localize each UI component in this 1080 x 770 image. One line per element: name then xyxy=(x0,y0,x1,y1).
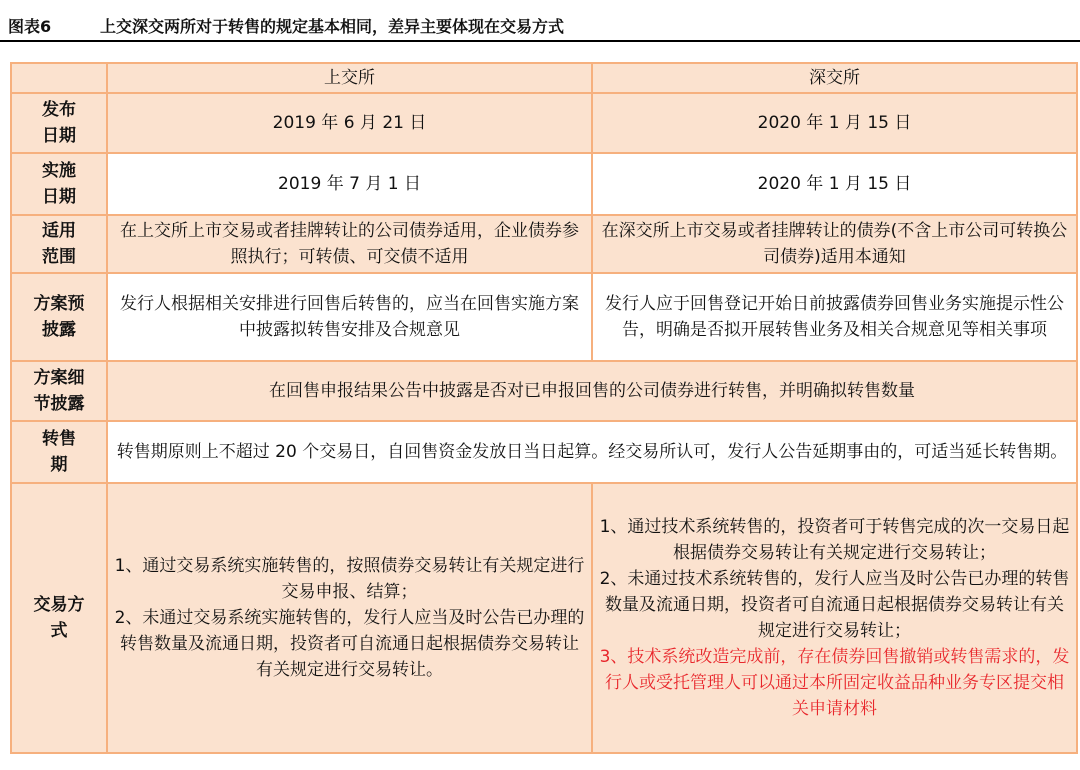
table-row-publish-date xyxy=(11,93,1077,153)
cell-szse-effective-date: 2020 年 1 月 15 日 xyxy=(592,153,1077,215)
row-label-plan-predisclosure xyxy=(11,273,107,361)
row-label-resale-period xyxy=(11,421,107,483)
cell-szse-plan-predisclosure: 发行人应于回售登记开始日前披露债券回售业务实施提示性公告，明确是否拟开展转售业务及相关合规意见等相关事项 xyxy=(592,273,1077,361)
header-szse: 深交所 xyxy=(592,63,1077,93)
figure-header xyxy=(0,0,1080,40)
table-row-effective-date xyxy=(11,153,1077,215)
cell-szse-publish-date: 2020 年 1 月 15 日 xyxy=(592,93,1077,153)
cell-detail-disclosure-merged: 在回售申报结果公告中披露是否对已申报回售的公司债券进行转售，并明确拟转售数量 xyxy=(107,361,1077,421)
list-item: 1、通过技术系统转售的，投资者可于转售完成的次一交易日起根据债券交易转让有关规定进行交易转让； xyxy=(599,517,1070,563)
table-row-resale-period xyxy=(11,421,1077,483)
header-sse: 上交所 xyxy=(107,63,592,93)
row-label-scope xyxy=(11,215,107,273)
row-label-line: 期 xyxy=(50,455,68,475)
list-item: 2、未通过交易系统实施转售的，发行人应当及时公告已办理的转售数量及流通日期，投资者可自流通日起根据债券交易转让有关规定进行交易转让。 xyxy=(114,608,585,680)
figure-number: 图表6 xyxy=(8,17,52,36)
row-label-line: 节披露 xyxy=(33,394,85,414)
header-corner-cell xyxy=(11,63,107,93)
row-label-trading-method xyxy=(11,483,107,753)
comparison-table xyxy=(10,62,1078,754)
row-label-line: 日期 xyxy=(42,187,76,207)
row-label-line: 日期 xyxy=(42,126,76,146)
row-label-line: 转售 xyxy=(42,429,76,449)
table-header-row xyxy=(11,63,1077,93)
row-label-publish-date xyxy=(11,93,107,153)
table-row-trading-method xyxy=(11,483,1077,753)
row-label-effective-date xyxy=(11,153,107,215)
cell-sse-publish-date: 2019 年 6 月 21 日 xyxy=(107,93,592,153)
cell-resale-period-merged: 转售期原则上不超过 20 个交易日，自回售资金发放日当日起算。经交易所认可，发行人公告延期事由的，可适当延长转售期。 xyxy=(107,421,1077,483)
row-label-line: 实施 xyxy=(42,161,76,181)
table-row-detail-disclosure xyxy=(11,361,1077,421)
list-item: 1、通过交易系统实施转售的，按照债券交易转让有关规定进行交易申报、结算； xyxy=(114,556,585,602)
cell-sse-effective-date: 2019 年 7 月 1 日 xyxy=(107,153,592,215)
table-row-scope xyxy=(11,215,1077,273)
row-label-line: 发布 xyxy=(42,100,76,120)
cell-sse-plan-predisclosure: 发行人根据相关安排进行回售后转售的，应当在回售实施方案中披露拟转售安排及合规意见 xyxy=(107,273,592,361)
cell-szse-trading-method xyxy=(592,483,1077,753)
row-label-detail-disclosure xyxy=(11,361,107,421)
figure-title: 上交深交两所对于转售的规定基本相同，差异主要体现在交易方式 xyxy=(100,17,565,36)
list-item: 2、未通过技术系统转售的，发行人应当及时公告已办理的转售数量及流通日期，投资者可自流通日起根据债券交易转让有关规定进行交易转让； xyxy=(599,569,1070,641)
row-label-line: 范围 xyxy=(42,247,76,267)
highlighted-list-item: 3、技术系统改造完成前，存在债券回售撤销或转售需求的，发行人或受托管理人可以通过本所固定收益品种业务专区提交相关申请材料 xyxy=(599,647,1070,719)
row-label-line: 适用 xyxy=(42,221,76,241)
header-rule xyxy=(0,40,1080,42)
cell-szse-scope: 在深交所上市交易或者挂牌转让的债券(不含上市公司可转换公司债券)适用本通知 xyxy=(592,215,1077,273)
row-label-line: 披露 xyxy=(42,320,76,340)
cell-sse-trading-method xyxy=(107,483,592,753)
cell-sse-scope: 在上交所上市交易或者挂牌转让的公司债券适用，企业债券参照执行；可转债、可交债不适用 xyxy=(107,215,592,273)
table-row-plan-predisclosure xyxy=(11,273,1077,361)
row-label-line: 式 xyxy=(50,621,68,641)
row-label-line: 方案预 xyxy=(33,294,85,314)
row-label-line: 交易方 xyxy=(33,595,85,615)
row-label-line: 方案细 xyxy=(33,368,85,388)
